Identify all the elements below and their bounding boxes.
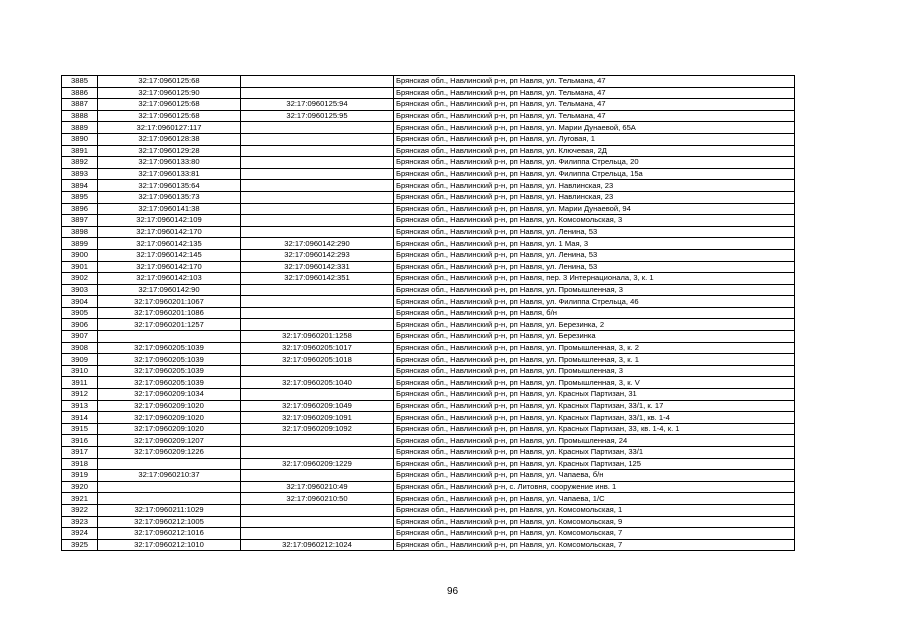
address-cell: Брянская обл., Навлинский р-н, рп Навля, ул. Промышленная, 3 xyxy=(394,365,795,377)
address-cell: Брянская обл., Навлинский р-н, рп Навля, ул. Промышленная, 3 xyxy=(394,284,795,296)
address-cell: Брянская обл., Навлинский р-н, рп Навля, ул. Навлинская, 23 xyxy=(394,191,795,203)
sub-cadastral-number-cell: 32:17:0960205:1018 xyxy=(241,354,394,366)
sub-cadastral-number-cell: 32:17:0960210:49 xyxy=(241,481,394,493)
row-number-cell: 3925 xyxy=(62,539,98,551)
address-cell: Брянская обл., Навлинский р-н, рп Навля, ул. Комсомольская, 7 xyxy=(394,539,795,551)
row-number-cell: 3887 xyxy=(62,99,98,111)
table-row xyxy=(62,110,795,122)
row-number-cell: 3913 xyxy=(62,400,98,412)
address-cell: Брянская обл., Навлинский р-н, рп Навля, ул. Чапаева, б/н xyxy=(394,470,795,482)
cadastral-number-cell: 32:17:0960133:80 xyxy=(98,157,241,169)
table-row xyxy=(62,76,795,88)
sub-cadastral-number-cell xyxy=(241,528,394,540)
address-cell: Брянская обл., Навлинский р-н, рп Навля, ул. Красных Партизан, 125 xyxy=(394,458,795,470)
table-row xyxy=(62,273,795,285)
sub-cadastral-number-cell xyxy=(241,504,394,516)
sub-cadastral-number-cell xyxy=(241,122,394,134)
cadastral-number-cell: 32:17:0960209:1034 xyxy=(98,389,241,401)
row-number-cell: 3889 xyxy=(62,122,98,134)
table-row xyxy=(62,296,795,308)
row-number-cell: 3912 xyxy=(62,389,98,401)
cadastral-number-cell: 32:17:0960205:1039 xyxy=(98,354,241,366)
address-cell: Брянская обл., Навлинский р-н, рп Навля, ул. 1 Мая, 3 xyxy=(394,238,795,250)
cadastral-number-cell: 32:17:0960142:103 xyxy=(98,273,241,285)
address-cell: Брянская обл., Навлинский р-н, рп Навля, ул. Красных Партизан, 33/1 xyxy=(394,447,795,459)
table-row xyxy=(62,261,795,273)
cadastral-number-cell: 32:17:0960125:68 xyxy=(98,76,241,88)
cadastral-number-cell: 32:17:0960212:1010 xyxy=(98,539,241,551)
table-row xyxy=(62,133,795,145)
table-row xyxy=(62,447,795,459)
row-number-cell: 3916 xyxy=(62,435,98,447)
cadastral-number-cell: 32:17:0960209:1207 xyxy=(98,435,241,447)
cadastral-number-cell: 32:17:0960133:81 xyxy=(98,168,241,180)
cadastral-number-cell: 32:17:0960129:28 xyxy=(98,145,241,157)
table-row xyxy=(62,168,795,180)
sub-cadastral-number-cell: 32:17:0960125:94 xyxy=(241,99,394,111)
table-row xyxy=(62,226,795,238)
table-row xyxy=(62,539,795,551)
sub-cadastral-number-cell xyxy=(241,87,394,99)
table-row xyxy=(62,284,795,296)
sub-cadastral-number-cell xyxy=(241,133,394,145)
sub-cadastral-number-cell xyxy=(241,191,394,203)
address-cell: Брянская обл., Навлинский р-н, рп Навля, ул. Ленина, 53 xyxy=(394,249,795,261)
table-row xyxy=(62,99,795,111)
table-row xyxy=(62,145,795,157)
sub-cadastral-number-cell: 32:17:0960210:50 xyxy=(241,493,394,505)
sub-cadastral-number-cell: 32:17:0960205:1040 xyxy=(241,377,394,389)
table-row xyxy=(62,191,795,203)
address-cell: Брянская обл., Навлинский р-н, рп Навля, ул. Тельмана, 47 xyxy=(394,110,795,122)
row-number-cell: 3901 xyxy=(62,261,98,273)
sub-cadastral-number-cell: 32:17:0960142:293 xyxy=(241,249,394,261)
row-number-cell: 3915 xyxy=(62,423,98,435)
table-row xyxy=(62,528,795,540)
address-cell: Брянская обл., Навлинский р-н, рп Навля, ул. Промышленная, 3, к. 2 xyxy=(394,342,795,354)
sub-cadastral-number-cell xyxy=(241,203,394,215)
table-row xyxy=(62,493,795,505)
address-cell: Брянская обл., Навлинский р-н, рп Навля, ул. Навлинская, 23 xyxy=(394,180,795,192)
cadastral-number-cell: 32:17:0960209:1020 xyxy=(98,412,241,424)
table-row xyxy=(62,516,795,528)
row-number-cell: 3906 xyxy=(62,319,98,331)
sub-cadastral-number-cell xyxy=(241,516,394,528)
table-row xyxy=(62,458,795,470)
address-cell: Брянская обл., Навлинский р-н, рп Навля, ул. Комсомольская, 9 xyxy=(394,516,795,528)
page-number: 96 xyxy=(446,586,459,597)
sub-cadastral-number-cell xyxy=(241,145,394,157)
table-row xyxy=(62,423,795,435)
row-number-cell: 3911 xyxy=(62,377,98,389)
row-number-cell: 3892 xyxy=(62,157,98,169)
cadastral-number-cell xyxy=(98,493,241,505)
sub-cadastral-number-cell: 32:17:0960209:1049 xyxy=(241,400,394,412)
sub-cadastral-number-cell xyxy=(241,284,394,296)
cadastral-number-cell: 32:17:0960211:1029 xyxy=(98,504,241,516)
table-row xyxy=(62,157,795,169)
cadastral-number-cell: 32:17:0960209:1020 xyxy=(98,423,241,435)
sub-cadastral-number-cell xyxy=(241,168,394,180)
cadastral-number-cell xyxy=(98,331,241,343)
sub-cadastral-number-cell xyxy=(241,307,394,319)
row-number-cell: 3909 xyxy=(62,354,98,366)
table-row xyxy=(62,238,795,250)
row-number-cell: 3914 xyxy=(62,412,98,424)
cadastral-number-cell: 32:17:0960205:1039 xyxy=(98,377,241,389)
address-cell: Брянская обл., Навлинский р-н, рп Навля, ул. Филиппа Стрельца, 46 xyxy=(394,296,795,308)
row-number-cell: 3917 xyxy=(62,447,98,459)
row-number-cell: 3900 xyxy=(62,249,98,261)
address-cell: Брянская обл., Навлинский р-н, рп Навля, ул. Комсомольская, 3 xyxy=(394,215,795,227)
table-row xyxy=(62,180,795,192)
row-number-cell: 3910 xyxy=(62,365,98,377)
address-cell: Брянская обл., Навлинский р-н, рп Навля, ул. Тельмана, 47 xyxy=(394,87,795,99)
cadastral-number-cell: 32:17:0960210:37 xyxy=(98,470,241,482)
row-number-cell: 3897 xyxy=(62,215,98,227)
cadastral-number-cell: 32:17:0960128:38 xyxy=(98,133,241,145)
cadastral-number-cell: 32:17:0960142:145 xyxy=(98,249,241,261)
cadastral-number-cell xyxy=(98,481,241,493)
address-cell: Брянская обл., Навлинский р-н, рп Навля, ул. Комсомольская, 7 xyxy=(394,528,795,540)
cadastral-number-cell xyxy=(98,458,241,470)
table-row xyxy=(62,331,795,343)
row-number-cell: 3885 xyxy=(62,76,98,88)
address-cell: Брянская обл., Навлинский р-н, рп Навля, ул. Березинка, 2 xyxy=(394,319,795,331)
cadastral-number-cell: 32:17:0960141:38 xyxy=(98,203,241,215)
sub-cadastral-number-cell: 32:17:0960209:1229 xyxy=(241,458,394,470)
sub-cadastral-number-cell: 32:17:0960209:1091 xyxy=(241,412,394,424)
cadastral-number-cell: 32:17:0960205:1039 xyxy=(98,342,241,354)
row-number-cell: 3922 xyxy=(62,504,98,516)
row-number-cell: 3920 xyxy=(62,481,98,493)
cadastral-number-cell: 32:17:0960135:64 xyxy=(98,180,241,192)
address-cell: Брянская обл., Навлинский р-н, рп Навля, ул. Тельмана, 47 xyxy=(394,76,795,88)
address-cell: Брянская обл., Навлинский р-н, рп Навля, ул. Красных Партизан, 33/1, кв. 1-4 xyxy=(394,412,795,424)
table-row xyxy=(62,435,795,447)
row-number-cell: 3894 xyxy=(62,180,98,192)
sub-cadastral-number-cell xyxy=(241,447,394,459)
address-cell: Брянская обл., Навлинский р-н, рп Навля, ул. Ленина, 53 xyxy=(394,261,795,273)
row-number-cell: 3891 xyxy=(62,145,98,157)
sub-cadastral-number-cell: 32:17:0960212:1024 xyxy=(241,539,394,551)
table-row xyxy=(62,215,795,227)
cadastral-number-cell: 32:17:0960135:73 xyxy=(98,191,241,203)
row-number-cell: 3903 xyxy=(62,284,98,296)
row-number-cell: 3924 xyxy=(62,528,98,540)
cadastral-number-cell: 32:17:0960125:90 xyxy=(98,87,241,99)
row-number-cell: 3899 xyxy=(62,238,98,250)
row-number-cell: 3904 xyxy=(62,296,98,308)
cadastral-number-cell: 32:17:0960142:109 xyxy=(98,215,241,227)
address-cell: Брянская обл., Навлинский р-н, рп Навля, ул. Тельмана, 47 xyxy=(394,99,795,111)
registry-table xyxy=(61,75,795,551)
row-number-cell: 3923 xyxy=(62,516,98,528)
table-row xyxy=(62,203,795,215)
cadastral-number-cell: 32:17:0960201:1067 xyxy=(98,296,241,308)
address-cell: Брянская обл., Навлинский р-н, с. Литовня, сооружение инв. 1 xyxy=(394,481,795,493)
address-cell: Брянская обл., Навлинский р-н, рп Навля, ул. Ключевая, 2Д xyxy=(394,145,795,157)
cadastral-number-cell: 32:17:0960212:1005 xyxy=(98,516,241,528)
address-cell: Брянская обл., Навлинский р-н, рп Навля, ул. Промышленная, 24 xyxy=(394,435,795,447)
row-number-cell: 3908 xyxy=(62,342,98,354)
cadastral-number-cell: 32:17:0960142:170 xyxy=(98,226,241,238)
sub-cadastral-number-cell xyxy=(241,389,394,401)
cadastral-number-cell: 32:17:0960125:68 xyxy=(98,99,241,111)
cadastral-number-cell: 32:17:0960142:135 xyxy=(98,238,241,250)
sub-cadastral-number-cell: 32:17:0960209:1092 xyxy=(241,423,394,435)
table-row xyxy=(62,377,795,389)
sub-cadastral-number-cell: 32:17:0960205:1017 xyxy=(241,342,394,354)
sub-cadastral-number-cell: 32:17:0960142:290 xyxy=(241,238,394,250)
row-number-cell: 3895 xyxy=(62,191,98,203)
row-number-cell: 3902 xyxy=(62,273,98,285)
address-cell: Брянская обл., Навлинский р-н, рп Навля, ул. Промышленная, 3, к. 1 xyxy=(394,354,795,366)
address-cell: Брянская обл., Навлинский р-н, рп Навля, ул. Филиппа Стрельца, 20 xyxy=(394,157,795,169)
sub-cadastral-number-cell: 32:17:0960142:331 xyxy=(241,261,394,273)
row-number-cell: 3888 xyxy=(62,110,98,122)
cadastral-number-cell: 32:17:0960142:90 xyxy=(98,284,241,296)
row-number-cell: 3893 xyxy=(62,168,98,180)
table-row xyxy=(62,354,795,366)
address-cell: Брянская обл., Навлинский р-н, рп Навля, ул. Березинка xyxy=(394,331,795,343)
table-row xyxy=(62,412,795,424)
row-number-cell: 3918 xyxy=(62,458,98,470)
address-cell: Брянская обл., Навлинский р-н, рп Навля, пер. 3 Интернационала, 3, к. 1 xyxy=(394,273,795,285)
address-cell: Брянская обл., Навлинский р-н, рп Навля, б/н xyxy=(394,307,795,319)
address-cell: Брянская обл., Навлинский р-н, рп Навля, ул. Красных Партизан, 31 xyxy=(394,389,795,401)
table-row xyxy=(62,389,795,401)
row-number-cell: 3896 xyxy=(62,203,98,215)
table-row xyxy=(62,504,795,516)
cadastral-number-cell: 32:17:0960209:1020 xyxy=(98,400,241,412)
address-cell: Брянская обл., Навлинский р-н, рп Навля, ул. Филиппа Стрельца, 15а xyxy=(394,168,795,180)
sub-cadastral-number-cell xyxy=(241,470,394,482)
address-cell: Брянская обл., Навлинский р-н, рп Навля, ул. Ленина, 53 xyxy=(394,226,795,238)
address-cell: Брянская обл., Навлинский р-н, рп Навля, ул. Промышленная, 3, к. V xyxy=(394,377,795,389)
table-row xyxy=(62,470,795,482)
sub-cadastral-number-cell xyxy=(241,215,394,227)
address-cell: Брянская обл., Навлинский р-н, рп Навля, ул. Чапаева, 1/С xyxy=(394,493,795,505)
row-number-cell: 3898 xyxy=(62,226,98,238)
sub-cadastral-number-cell xyxy=(241,180,394,192)
registry-table-body xyxy=(62,76,795,551)
table-row xyxy=(62,249,795,261)
address-cell: Брянская обл., Навлинский р-н, рп Навля, ул. Комсомольская, 1 xyxy=(394,504,795,516)
sub-cadastral-number-cell xyxy=(241,76,394,88)
sub-cadastral-number-cell: 32:17:0960142:351 xyxy=(241,273,394,285)
sub-cadastral-number-cell xyxy=(241,157,394,169)
sub-cadastral-number-cell xyxy=(241,296,394,308)
address-cell: Брянская обл., Навлинский р-н, рп Навля, ул. Марии Дунаевой, 65А xyxy=(394,122,795,134)
cadastral-number-cell: 32:17:0960209:1226 xyxy=(98,447,241,459)
cadastral-number-cell: 32:17:0960212:1016 xyxy=(98,528,241,540)
address-cell: Брянская обл., Навлинский р-н, рп Навля, ул. Луговая, 1 xyxy=(394,133,795,145)
cadastral-number-cell: 32:17:0960125:68 xyxy=(98,110,241,122)
table-row xyxy=(62,400,795,412)
cadastral-number-cell: 32:17:0960205:1039 xyxy=(98,365,241,377)
row-number-cell: 3886 xyxy=(62,87,98,99)
row-number-cell: 3907 xyxy=(62,331,98,343)
sub-cadastral-number-cell xyxy=(241,435,394,447)
sub-cadastral-number-cell: 32:17:0960201:1258 xyxy=(241,331,394,343)
sub-cadastral-number-cell xyxy=(241,226,394,238)
table-row xyxy=(62,87,795,99)
cadastral-number-cell: 32:17:0960127:117 xyxy=(98,122,241,134)
row-number-cell: 3905 xyxy=(62,307,98,319)
table-row xyxy=(62,342,795,354)
table-row xyxy=(62,481,795,493)
address-cell: Брянская обл., Навлинский р-н, рп Навля, ул. Красных Партизан, 33, кв. 1-4, к. 1 xyxy=(394,423,795,435)
table-row xyxy=(62,307,795,319)
row-number-cell: 3921 xyxy=(62,493,98,505)
address-cell: Брянская обл., Навлинский р-н, рп Навля, ул. Марии Дунаевой, 94 xyxy=(394,203,795,215)
cadastral-number-cell: 32:17:0960201:1086 xyxy=(98,307,241,319)
table-row xyxy=(62,319,795,331)
cadastral-number-cell: 32:17:0960201:1257 xyxy=(98,319,241,331)
sub-cadastral-number-cell xyxy=(241,365,394,377)
address-cell: Брянская обл., Навлинский р-н, рп Навля, ул. Красных Партизан, 33/1, к. 17 xyxy=(394,400,795,412)
table-row xyxy=(62,122,795,134)
row-number-cell: 3919 xyxy=(62,470,98,482)
cadastral-number-cell: 32:17:0960142:170 xyxy=(98,261,241,273)
table-row xyxy=(62,365,795,377)
sub-cadastral-number-cell xyxy=(241,319,394,331)
row-number-cell: 3890 xyxy=(62,133,98,145)
sub-cadastral-number-cell: 32:17:0960125:95 xyxy=(241,110,394,122)
